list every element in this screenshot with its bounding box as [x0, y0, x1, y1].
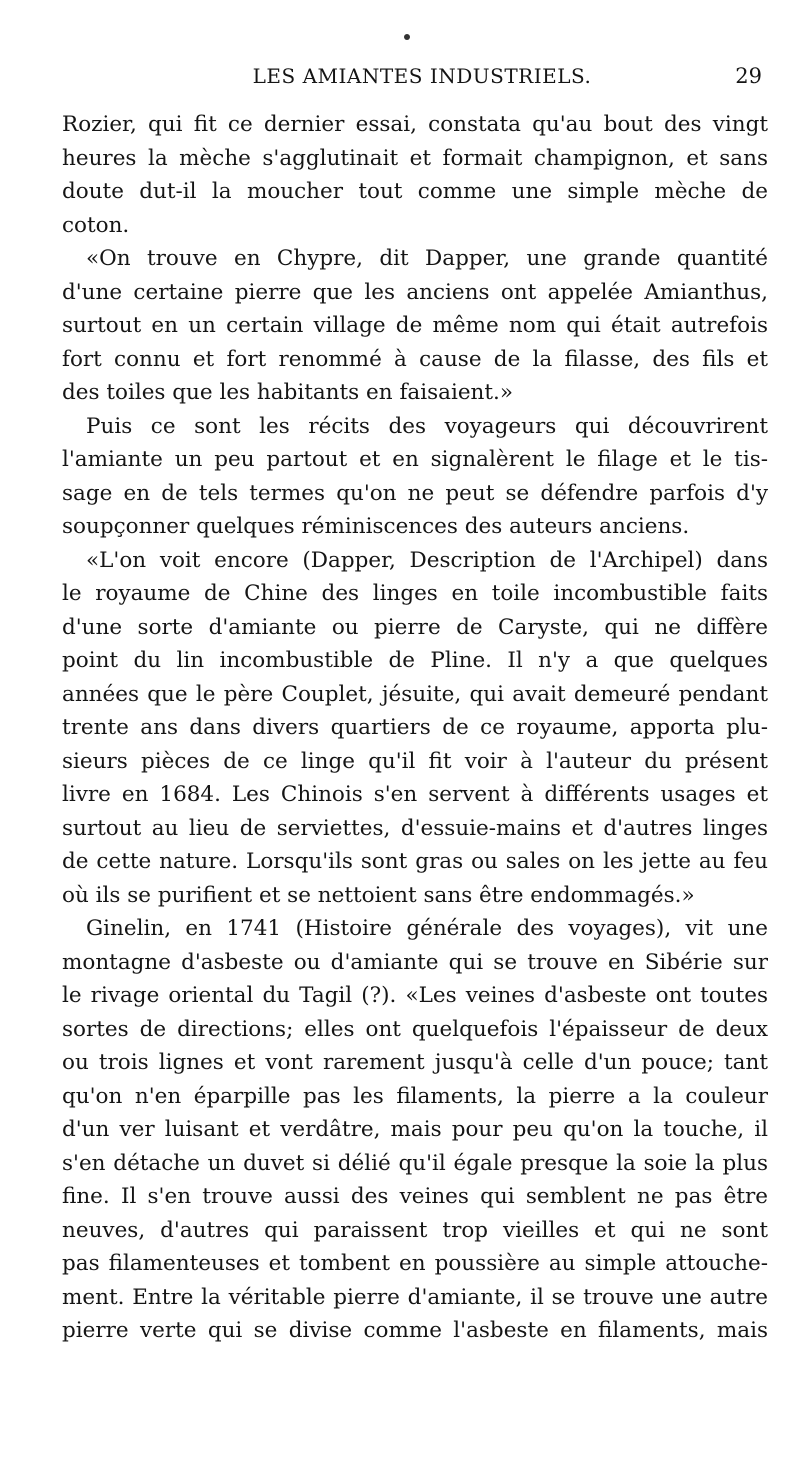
text-line: d'une certaine pierre que les anciens ont appelée Amianthus,	[62, 279, 768, 305]
text-line: de cette nature. Lorsqu'ils sont gras ou sales on les jette au feu	[62, 849, 768, 874]
text-line: Rozier, qui fit ce dernier essai, constata qu'au bout des vingt	[62, 112, 768, 137]
text-line: «On trouve en Chypre, dit Dapper, une grande quantité	[86, 246, 768, 271]
page-header	[62, 64, 768, 96]
ink-speck	[404, 34, 410, 40]
text-line: l'amiante un peu partout et en signalèrent le filage et le tis-	[62, 447, 768, 472]
text-line: d'un ver luisant et verdâtre, mais pour peu qu'on la touche, il	[62, 1117, 768, 1142]
text-line: Puis ce sont les récits des voyageurs qui découvrirent	[86, 413, 768, 439]
text-line: des toiles que les habitants en faisaient.»	[62, 380, 514, 405]
text-line: sieurs pièces de ce linge qu'il fit voir à l'auteur du présent	[62, 748, 768, 774]
text-line: montagne d'asbeste ou d'amiante qui se trouve en Sibérie sur	[62, 949, 768, 975]
text-line: trente ans dans divers quartiers de ce royaume, apporta plu-	[62, 715, 768, 740]
text-line: surtout au lieu de serviettes, d'essuie-mains et d'autres linges	[62, 815, 768, 841]
text-line: ou trois lignes et vont rarement jusqu'à celle d'un pouce; tant	[62, 1050, 768, 1075]
text-line: le rivage oriental du Tagil (?). «Les veines d'asbeste ont toutes	[62, 983, 768, 1008]
text-line: pas filamenteuses et tombent en poussière au simple attouche-	[62, 1251, 768, 1276]
text-line: soupçonner quelques réminiscences des auteurs anciens.	[62, 514, 690, 539]
text-line: fort connu et fort renommé à cause de la filasse, des fils et	[62, 346, 768, 372]
text-line: Ginelin, en 1741 (Histoire générale des voyages), vit une	[86, 916, 768, 941]
body-text	[62, 108, 768, 1348]
text-line: coton.	[62, 212, 130, 238]
text-line: doute dut-il la moucher tout comme une simple mèche de	[62, 179, 768, 204]
page-number: 29	[735, 64, 762, 88]
text-line: sage en de tels termes qu'on ne peut se défendre parfois d'y	[62, 480, 768, 506]
text-line: s'en détache un duvet si délié qu'il égale presque la soie la plus	[62, 1150, 768, 1176]
text-line: qu'on n'en éparpille pas les filaments, la pierre a la couleur	[62, 1083, 768, 1109]
text-line: le royaume de Chine des linges en toile incombustible faits	[62, 581, 768, 606]
text-line: ment. Entre la véritable pierre d'amiante, il se trouve une autre	[62, 1284, 768, 1310]
text-line: surtout en un certain village de même nom qui était autrefois	[62, 313, 768, 338]
running-head: LES AMIANTES INDUSTRIELS.	[252, 64, 592, 88]
text-line: où ils se purifient et se nettoient sans être endommagés.»	[62, 882, 695, 908]
text-line: sortes de directions; elles ont quelquefois l'épaisseur de deux	[62, 1016, 768, 1042]
text-line: années que le père Couplet, jésuite, qui avait demeuré pendant	[62, 681, 768, 707]
text-line: point du lin incombustible de Pline. Il n'y a que quelques	[62, 648, 768, 673]
text-line: «L'on voit encore (Dapper, Description de l'Archipel) dans	[86, 547, 768, 573]
text-line: d'une sorte d'amiante ou pierre de Caryste, qui ne diffère	[62, 614, 768, 640]
text-line: pierre verte qui se divise comme l'asbeste en filaments, mais	[62, 1318, 768, 1343]
text-line: fine. Il s'en trouve aussi des veines qui semblent ne pas être	[62, 1184, 768, 1209]
text-line: livre en 1684. Les Chinois s'en servent à différents usages et	[62, 782, 768, 807]
text-line: heures la mèche s'agglutinait et formait champignon, et sans	[62, 145, 768, 171]
text-line: neuves, d'autres qui paraissent trop vieilles et qui ne sont	[62, 1217, 768, 1243]
